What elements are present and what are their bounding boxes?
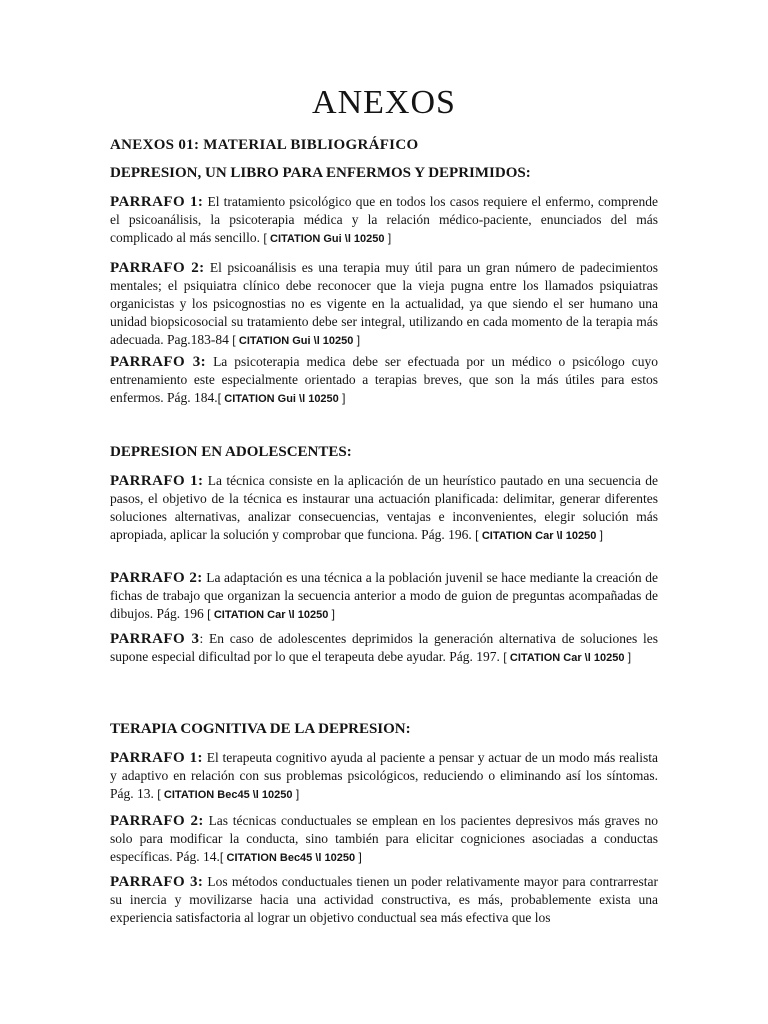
paragraph-text: El psicoanálisis es una terapia muy útil para un gran número de padecimientos mentales; el psiquiatra clínico debe reconocer que la vieja pugna entre los llamados psiquiatras organicistas y los psicognostias no es vigente en la actualidad, ya que siendo el ser humano una unidad biopsicosocial su tratamiento debe ser integral, utilizando en cada momento de la terapia más adecuada. Pag.183-84: [110, 260, 658, 347]
citation-bracket-open: [: [503, 650, 510, 664]
citation-bracket-open: [: [157, 787, 164, 801]
paragraph: [110, 873, 658, 927]
citation-field: CITATION Bec45 \l 10250: [163, 789, 293, 801]
citation-field: CITATION Gui \l 10250: [224, 393, 339, 405]
section-heading: DEPRESION, UN LIBRO PARA ENFERMOS Y DEPRIMIDOS:: [110, 165, 531, 181]
paragraph-text: La adaptación es una técnica a la población juvenil se hace mediante la creación de fichas de trabajo que organizan la secuencia anterior a modo de guion de preguntas acompañadas de dibujos. Pág. 196: [110, 570, 658, 621]
citation-field: CITATION Car \l 10250: [481, 530, 597, 542]
paragraph: [110, 353, 658, 408]
paragraph: [110, 630, 658, 667]
citation-field: CITATION Gui \l 10250: [270, 233, 385, 245]
paragraph-label: PARRAFO 2:: [110, 260, 205, 276]
citation-bracket-close: ]: [328, 607, 336, 621]
citation-bracket-open: [: [232, 333, 239, 347]
citation-bracket-close: ]: [384, 231, 392, 245]
citation-bracket-open: [: [475, 528, 482, 542]
paragraph-text: : En caso de adolescentes deprimidos la generación alternativa de soluciones les supone especial dificultad por lo que el terapeuta debe ayudar. Pág. 197.: [110, 631, 658, 664]
citation-field: CITATION Car \l 10250: [509, 652, 625, 664]
paragraph: [110, 193, 658, 248]
paragraph-label: PARRAFO 3:: [110, 874, 204, 890]
paragraph-label: PARRAFO 3:: [110, 354, 207, 370]
paragraph: [110, 749, 658, 804]
citation-bracket-close: ]: [596, 528, 604, 542]
paragraph-text: Los métodos conductuales tienen un poder relativamente mayor para contrarrestar su inercia y movilizarse hacia una actividad constructiva, es más, probablemente exista una experiencia satisfactoria al lograr un objetivo conductual sea más efectiva que los: [110, 874, 658, 925]
citation-bracket-open: [: [217, 391, 225, 405]
section-heading: DEPRESION EN ADOLESCENTES:: [110, 444, 352, 460]
citation-bracket-open: [: [207, 607, 214, 621]
paragraph-label: PARRAFO 2:: [110, 813, 204, 829]
citation-field: CITATION Bec45 \l 10250: [226, 852, 356, 864]
citation-bracket-close: ]: [353, 333, 361, 347]
citation-field: CITATION Car \l 10250: [213, 609, 329, 621]
paragraph-text: Las técnicas conductuales se emplean en los pacientes depresivos más graves no solo para modificar la conducta, sino también para elicitar cogniciones asociadas a conductas específicas. Pág. 14.: [110, 813, 658, 864]
citation-bracket-close: ]: [338, 391, 346, 405]
document-title: ANEXOS: [312, 84, 456, 121]
paragraph-text: El terapeuta cognitivo ayuda al paciente a pensar y actuar de un modo más realista y adaptivo en relación con sus problemas psicológicos, reduciendo o eliminando así los síntomas. Pág. 13.: [110, 750, 658, 801]
paragraph-text: El tratamiento psicológico que en todos los casos requiere el enfermo, comprende el psicoanálisis, la psicoterapia médica y la relación médico-paciente, enunciados del más complicado al más sencillo.: [110, 194, 658, 245]
paragraph-text: La técnica consiste en la aplicación de un heurístico pautado en una secuencia de pasos, el objetivo de la técnica es instaurar una actuación planificada: delimitar, generar diferentes soluciones alternativas, analizar consecuencias, ventajas e inconvenientes, elegir solución más apropiada, aplicar la solución y comprobar que funciona. Pág. 196.: [110, 473, 658, 542]
paragraph: [110, 569, 658, 624]
paragraph: [110, 259, 658, 350]
paragraph-label: PARRAFO 3: [110, 631, 200, 647]
paragraph: [110, 472, 658, 545]
paragraph-label: PARRAFO 2:: [110, 570, 203, 586]
citation-field: CITATION Gui \l 10250: [238, 335, 354, 347]
paragraph-label: PARRAFO 1:: [110, 473, 204, 489]
paragraph-text: La psicoterapia medica debe ser efectuada por un médico o psicólogo cuyo entrenamiento este especialmente orientado a terapias breves, que son la más útiles para estos enfermos. Pág. 184.: [110, 354, 658, 405]
citation-bracket-close: ]: [292, 787, 300, 801]
paragraph-label: PARRAFO 1:: [110, 750, 203, 766]
paragraph: [110, 812, 658, 867]
annex-heading: ANEXOS 01: MATERIAL BIBLIOGRÁFICO: [110, 137, 419, 153]
citation-bracket-close: ]: [355, 850, 362, 864]
citation-bracket-close: ]: [624, 650, 632, 664]
paragraph-label: PARRAFO 1:: [110, 194, 204, 210]
citation-bracket-open: [: [263, 231, 271, 245]
citation-bracket-open: [: [219, 850, 227, 864]
section-heading: TERAPIA COGNITIVA DE LA DEPRESION:: [110, 721, 411, 737]
